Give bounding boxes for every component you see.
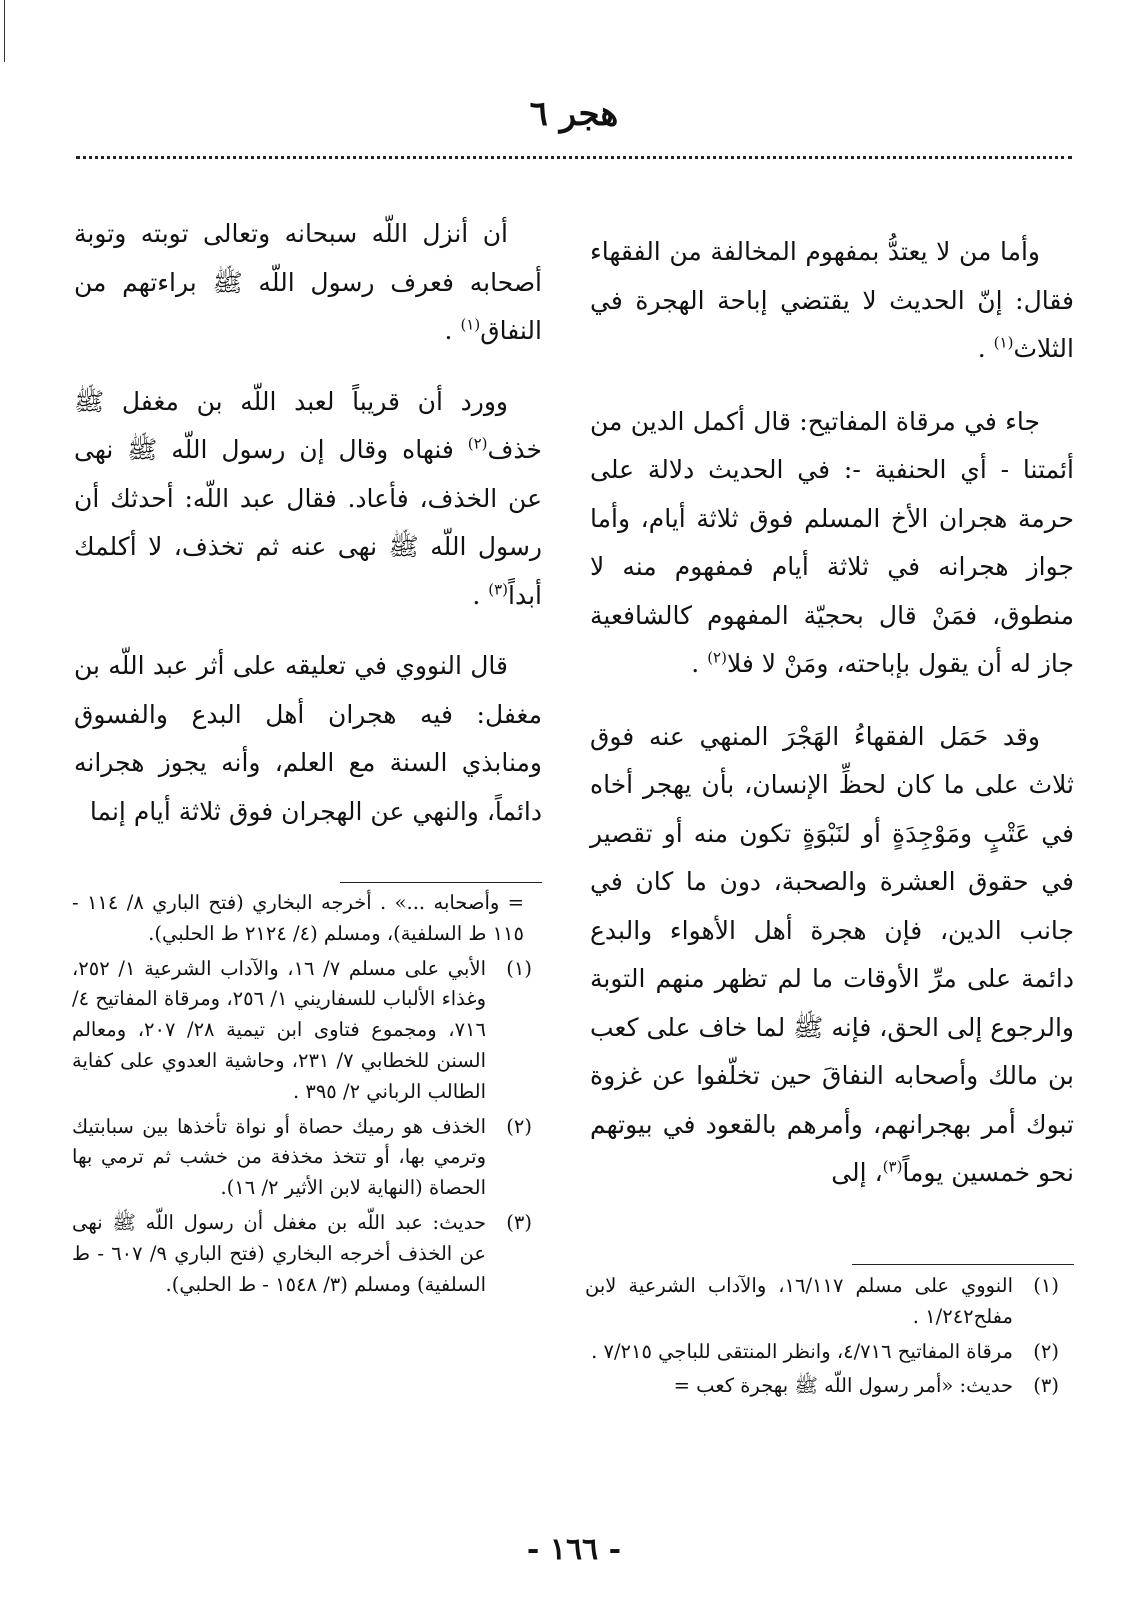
left-column [74,210,542,858]
footnote-item [585,1371,1059,1402]
footnote-text: مرقاة المفاتيح ٤/٧١٦، وانظر المنتقى للباجي ٧/٢١٥ . [591,1339,1013,1363]
footnotes-right [585,1271,1059,1406]
paragraph: أن أنزل اللّه سبحانه وتعالى توبته وتوبة أصحابه فعرف رسول اللّه ﷺ براءتهم من النفاق$^{(١)}$ . [74,219,542,345]
footnote-continuation: = وأصحابه ...» . أخرجه البخاري (فتح الباري ٨/ ١١٤ - ١١٥ ط السلفية)، ومسلم (٤/ ٢١٢٤ ط الحلبي). [72,891,524,945]
footnote-item [585,1271,1059,1333]
footnote-number: (١) [506,956,532,980]
scan-edge-line [4,0,5,62]
footnote-text: الخذف هو رميك حصاة أو نواة تأخذها بين سبابتيك وترمي بها، أو تتخذ مخذفة من خشب ثم ترمي بها الحصاة (النهاية لابن الأثير ٢/ ١٦). [72,1114,486,1200]
footnote-text: حديث: عبد اللّه بن مغفل أن رسول اللّه ﷺ نهى عن الخذف أخرجه البخاري (فتح الباري ٩/ ٦٠٧ - ط السلفية) ومسلم (٣/ ١٥٤٨ - ط الحلبي). [72,1210,486,1296]
footnote-text: حديث: «أمر رسول اللّه ﷺ بهجرة كعب = [673,1374,1013,1398]
footnote-separator [340,882,542,883]
footnote-item [72,954,532,1108]
footnote-ref[interactable]: (٢) [467,434,488,453]
footnote-number: (٣) [1033,1374,1059,1398]
footnote-ref[interactable]: (١) [460,315,481,334]
header-dotted-rule [76,156,1072,159]
footnote-ref[interactable]: (٣) [488,580,509,599]
paragraph: وأما من لا يعتدُّ بمفهوم المخالفة من الفقهاء فقال: إنّ الحديث لا يقتضي إباحة الهجرة في الثلاث$^{(١)}$ . [590,237,1074,363]
page-header-title: هجر ٦ [529,94,619,134]
paragraph: جاء في مرقاة المفاتيح: قال أكمل الدين من أئمتنا - أي الحنفية -: في الحديث دلالة على حرمة هجران الأخ المسلم فوق ثلاثة أيام، وأما جواز هجرانه في ثلاثة أيام فمفهوم منه لا منطوق، فمَنْ قال بحجيّة المفهوم كالشافعية جاز له أن يقول بإباحته، ومَنْ لا فلا$^{(٢)}$ . [590,406,1074,678]
footnote-text: الأبي على مسلم ٧/ ١٦، والآداب الشرعية ١/ ٢٥٢، وغذاء الألباب للسفاريني ١/ ٢٥٦، ومرقاة المفاتيح ٤/ ٧١٦، ومجموع فتاوى ابن تيمية ٢٨/ ٢٠٧، ومعالم السنن للخطابي ٧/ ٢٣١، وحاشية العدوي على كفاية الطالب الرباني ٢/ ٣٩٥ . [72,956,487,1103]
footnote-item [72,1208,532,1300]
footnote-item [585,1337,1059,1368]
footnote-ref[interactable]: (٣) [882,1157,903,1176]
right-column [590,228,1074,1198]
footnotes-left [72,888,532,1304]
footnote-number: (٣) [506,1210,532,1234]
page-number: - ١٦٦ - [526,1532,622,1567]
paragraph: وقد حَمَل الفقهاءُ الهَجْرَ المنهي عنه فوق ثلاث على ما كان لحظِّ الإنسان، بأن يهجر أخاه في عَتْبٍ ومَوْجِدَةٍ أو لنَبْوَةٍ تكون منه أو تقصير في حقوق العشرة والصحبة، دون ما كان في جانب الدين، فإن هجرة أهل الأهواء والبدع دائمة على مرِّ الأوقات ما لم تظهر منهم التوبة والرجوع إلى الحق، فإنه ﷺ لما خاف على كعب بن مالك وأصحابه النفاقَ حين تخلّفوا عن غزوة تبوك أمر بهجرانهم، وأمرهم بالقعود في بيوتهم نحو خمسين يوماً$^{(٣)}$، إلى [590,721,1074,1187]
paragraph: قال النووي في تعليقه على أثر عبد اللّه بن مغفل: فيه هجران أهل البدع والفسوق ومنابذي السنة مع العلم، وأنه يجوز هجرانه دائماً، والنهي عن الهجران فوق ثلاثة أيام إنما [74,651,542,826]
footnote-ref[interactable]: (١) [993,333,1014,352]
footnote-item [72,1112,532,1204]
paragraph: وورد أن قريباً لعبد اللّه بن مغفل ﷺ خذف$^{(٢)}$ فنهاه وقال إن رسول اللّه ﷺ نهى عن الخذف، فأعاد. فقال عبد اللّه: أحدثك أن رسول اللّه ﷺ نهى عنه ثم تخذف، لا أكلمك أبداً$^{(٣)}$ . [74,386,542,610]
footnote-number: (١) [1033,1274,1059,1297]
footnote-separator [852,1264,1074,1265]
footnote-ref[interactable]: (٢) [707,648,727,667]
footnote-number: (٢) [1033,1339,1059,1363]
footnote-text: النووي على مسلم ١٦/١١٧، والآداب الشرعية لابن مفلح١/٢٤٢ . [585,1274,1013,1328]
footnote-number: (٢) [506,1114,532,1138]
